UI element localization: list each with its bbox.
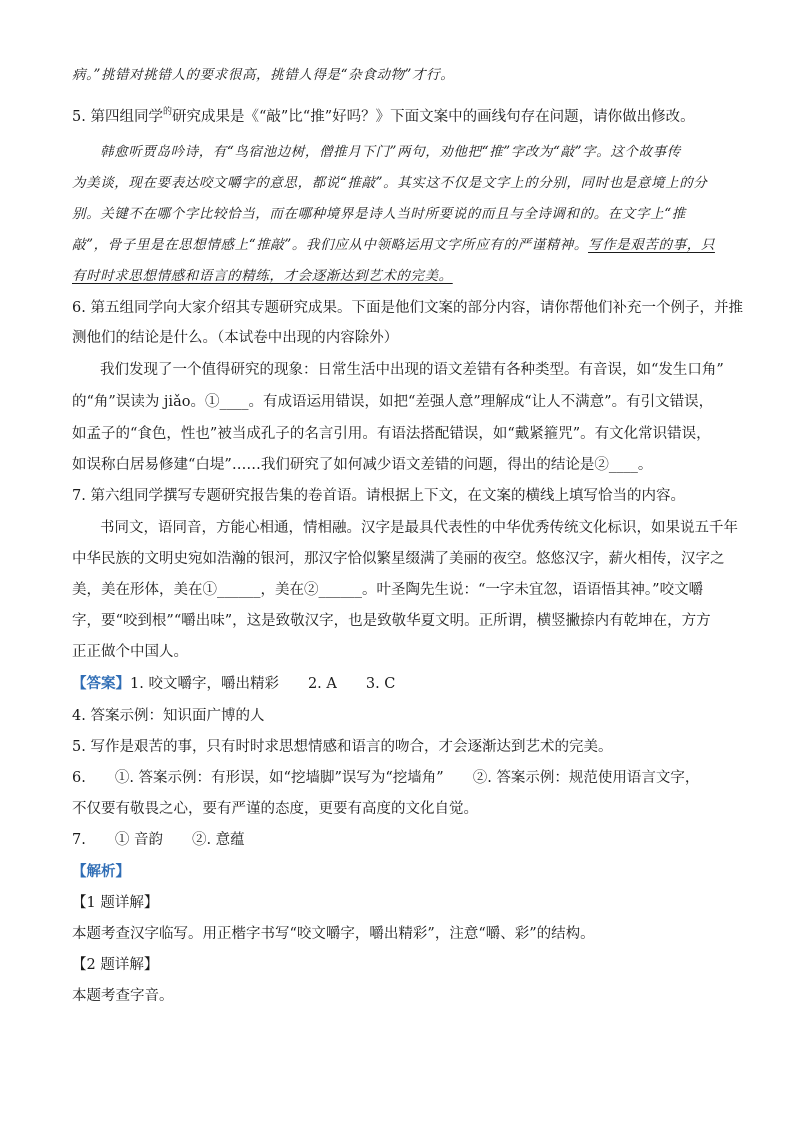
superscript-char: 的 — [162, 107, 172, 117]
detail-1-text: 本题考查汉字临写。用正楷字书写“咬文嚼字，嚼出精彩”，注意“嚼、彩”的结构。 — [72, 926, 595, 942]
detail-2-heading: 【2 题详解】 — [72, 957, 159, 973]
answer-4: 4. 答案示例：知识面广博的人 — [72, 708, 265, 724]
q7-paragraph-line-5: 正正做个中国人。 — [72, 644, 188, 660]
passage-line-2: 为美谈，现在要表达咬文嚼字的意思，都说“推敲”。其实这不仅是文字上的分别，同时也是意境上的分 — [72, 175, 708, 191]
underlined-sentence-start: 写作是艰苦的事，只 — [588, 237, 715, 253]
q7-paragraph-line-4: 字，要“咬到根”“嚼出味”，这是致敬汉字，也是致敬华夏文明。正所谓，横竖撇捺内有乾坤在，方方 — [72, 613, 711, 629]
passage-line-4: 敲”，骨子里是在思想情感上“推敲”。我们应从中领略运用文字所应有的严谨精神。写作是艰苦的事，只 — [72, 237, 715, 253]
answer-label: 【答案】 — [72, 675, 130, 692]
analysis-label: 【解析】 — [72, 863, 130, 880]
continued-text-line: 病。”挑错对挑错人的要求很高，挑错人得是“杂食动物”才行。 — [72, 67, 455, 83]
q7-paragraph-line-3: 美，美在形体，美在①______，美在②______。叶圣陶先生说：“一字未宜忽，语语悟其神。”咬文嚼 — [72, 582, 704, 598]
answer-7: 7. ① 音韵 ②. 意蕴 — [72, 832, 245, 848]
detail-2-text: 本题考查字音。 — [72, 988, 174, 1004]
q7-paragraph-line-1: 书同文，语同音，方能心相通，情相融。汉字是最具代表性的中华优秀传统文化标识，如果说五千年 — [100, 520, 738, 536]
question-6: 6. 第五组同学向大家介绍其专题研究成果。下面是他们文案的部分内容，请你帮他们补充一个例子，并推 — [72, 300, 743, 316]
answer-6-cont: 不仅要有敬畏之心，要有严谨的态度，更要有高度的文化自觉。 — [72, 801, 478, 817]
passage-line-1: 韩愈听贾岛吟诗，有“鸟宿池边树，僧推月下门”两句，劝他把“推”字改为“敲”字。这个故事传 — [100, 144, 681, 160]
q6-paragraph-line-2: 的“角”误读为 jiǎo。①____。有成语运用错误，如把“差强人意”理解成“让人不满意”。有引文错误， — [72, 394, 714, 410]
answer-5: 5. 写作是艰苦的事，只有时时求思想情感和语言的吻合，才会逐渐达到艺术的完美。 — [72, 739, 613, 755]
q6-paragraph-line-1: 我们发现了一个值得研究的现象：日常生活中出现的语文差错有各种类型。有音误，如“发生口角” — [100, 362, 724, 378]
answer-6: 6. ①. 答案示例：有形误，如“挖墙脚”误写为“挖墙角” ②. 答案示例：规范使用语言文字， — [72, 770, 700, 786]
q6-paragraph-line-3: 如孟子的“食色，性也”被当成孔子的名言引用。有语法搭配错误，如“戴紧箍咒”。有文化常识错误， — [72, 426, 711, 442]
q7-paragraph-line-2: 中华民族的文明史宛如浩瀚的银河，那汉字恰似繁星缀满了美丽的夜空。悠悠汉字，薪火相传，汉字之 — [72, 551, 725, 567]
passage-line-5 — [72, 266, 734, 286]
passage-line-3: 别。关键不在哪个字比较恰当，而在哪种境界是诗人当时所要说的而且与全诗调和的。在文字上“推 — [72, 206, 686, 222]
underlined-sentence-end: 有时时求思想情感和语言的精练，才会逐渐达到艺术的完美。 — [72, 268, 453, 284]
question-6-cont: 测他们的结论是什么。（本试卷中出现的内容除外） — [72, 330, 399, 346]
detail-1-heading: 【1 题详解】 — [72, 895, 159, 911]
answer-line: 【答案】1. 咬文嚼字，嚼出精彩 2. A 3. C — [72, 675, 396, 692]
question-7: 7. 第六组同学撰写专题研究报告集的卷首语。请根据上下文，在文案的横线上填写恰当的内容。 — [72, 488, 685, 504]
q6-paragraph-line-4: 如误称白居易修建“白堤”……我们研究了如何减少语文差错的问题，得出的结论是②____。 — [72, 457, 653, 473]
question-5: 5. 第四组同学$^的$研究成果是《“敲”比“推”好吗？》下面文案中的画线句存在问题，请你做出修改。 — [72, 107, 695, 125]
